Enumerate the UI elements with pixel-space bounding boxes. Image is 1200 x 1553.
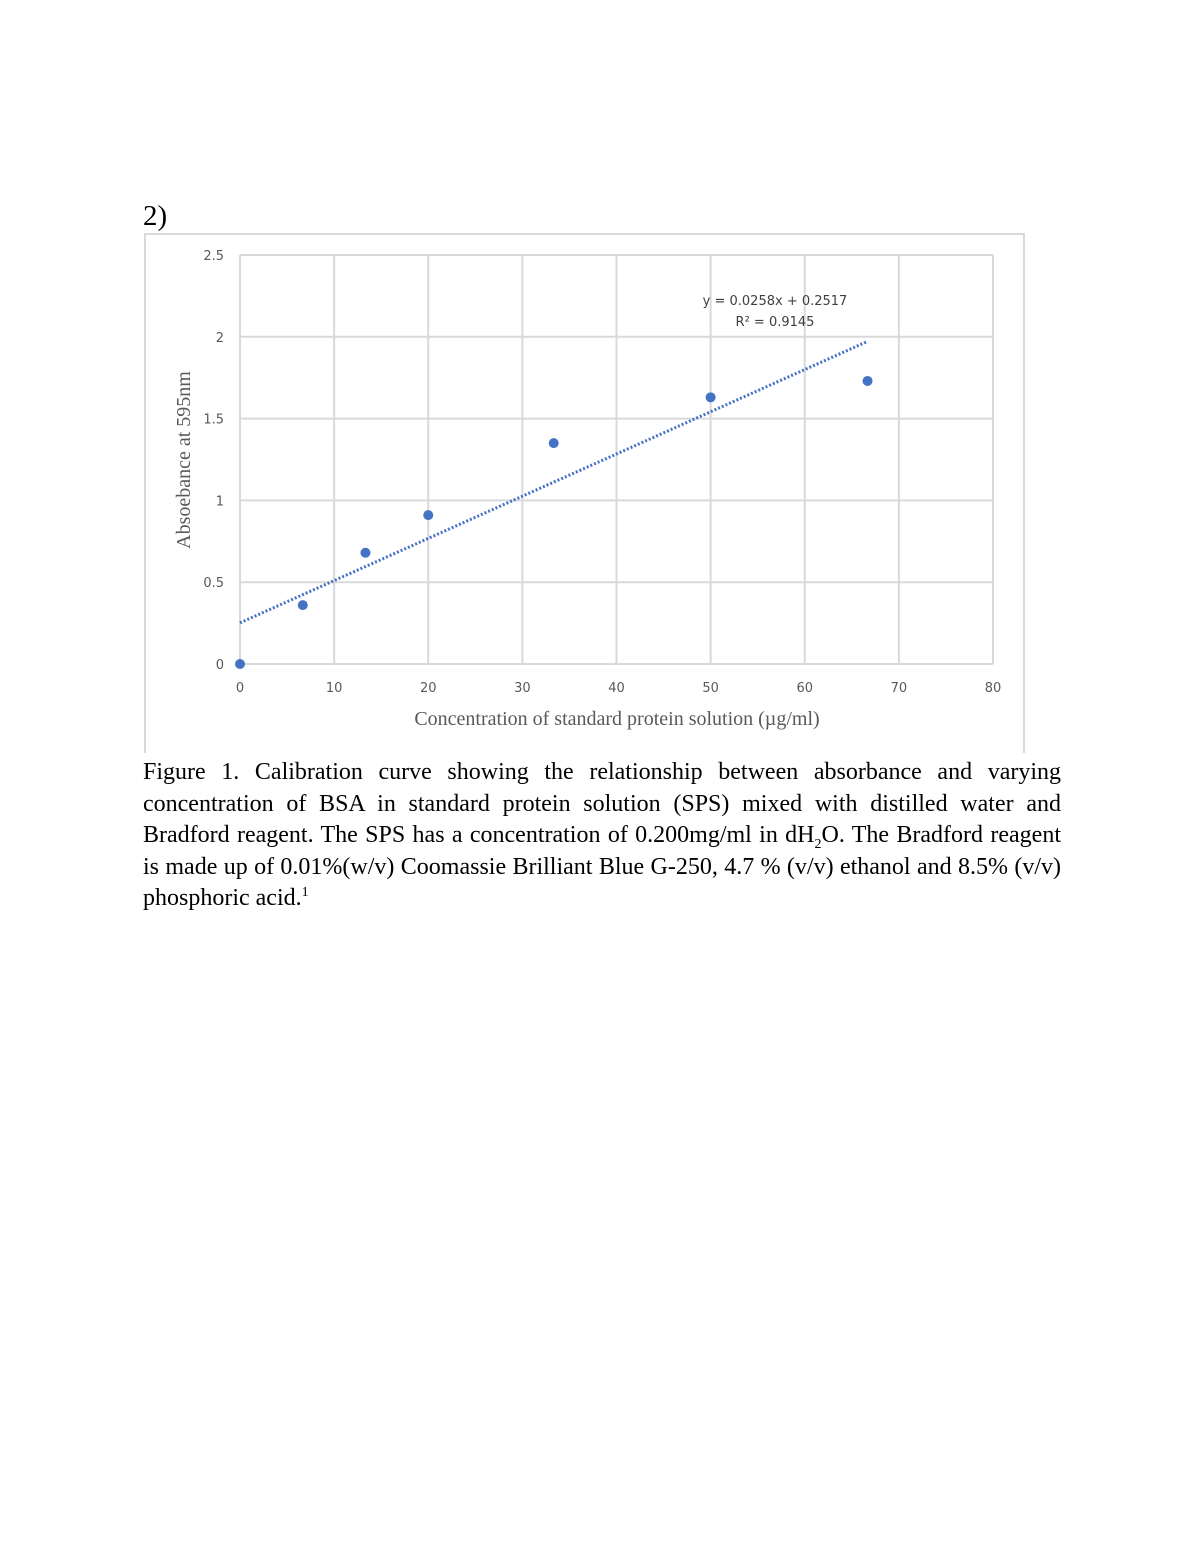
x-tick-label: 30	[514, 681, 531, 696]
data-point	[549, 438, 559, 448]
question-number: 2)	[143, 200, 168, 232]
chart-tick-labels	[203, 249, 1001, 696]
trendline-r2: R² = 0.9145	[735, 315, 815, 330]
data-point	[360, 548, 370, 558]
x-tick-label: 10	[325, 681, 343, 696]
y-tick-label: 2.5	[203, 249, 224, 264]
x-tick-label: 60	[796, 681, 814, 696]
x-tick-label: 70	[890, 681, 908, 696]
y-tick-label: 0.5	[203, 576, 224, 592]
caption-text: Figure 1. Calibration curve showing the relationship between absorbance and varying concentration of BSA in standard protein solution (SPS) mixed with distilled water and Bradford reagent. The SPS has a concentration of 0.200mg/ml in dH	[143, 759, 1061, 849]
y-tick-label: 1.5	[203, 412, 224, 428]
x-tick-label: 0	[235, 681, 245, 696]
figure-caption	[143, 757, 1061, 915]
caption-subscript: 2	[814, 836, 822, 852]
calibration-chart	[0, 0, 1200, 760]
x-tick-label: 20	[419, 681, 437, 696]
data-point	[706, 392, 716, 402]
x-tick-label: 50	[702, 681, 719, 696]
data-point	[298, 600, 308, 610]
data-point	[423, 510, 433, 520]
y-tick-label: 1	[215, 494, 224, 510]
trendline-equation: y = 0.0258x + 0.2517	[702, 294, 848, 309]
data-point	[863, 376, 873, 386]
data-point	[235, 659, 245, 669]
chart-gridlines	[240, 255, 993, 664]
caption-reference: 1	[301, 885, 309, 901]
y-tick-label: 2	[215, 330, 224, 346]
x-axis-title: Concentration of standard protein solution (µg/ml)	[414, 708, 820, 730]
x-tick-label: 40	[608, 681, 625, 696]
chart-data-points	[235, 376, 873, 669]
caption-text-continued: O. The Bradford reagent is made up of 0.01%(w/v) Coomassie Brilliant Blue G-250, 4.7 % (v/v) ethanol and 8.5% (v/v) phosphoric acid.	[143, 822, 1062, 912]
x-tick-label: 80	[984, 681, 1002, 696]
y-tick-label: 0	[215, 658, 224, 673]
y-axis-title: Absoebance at 595nm	[173, 371, 195, 549]
